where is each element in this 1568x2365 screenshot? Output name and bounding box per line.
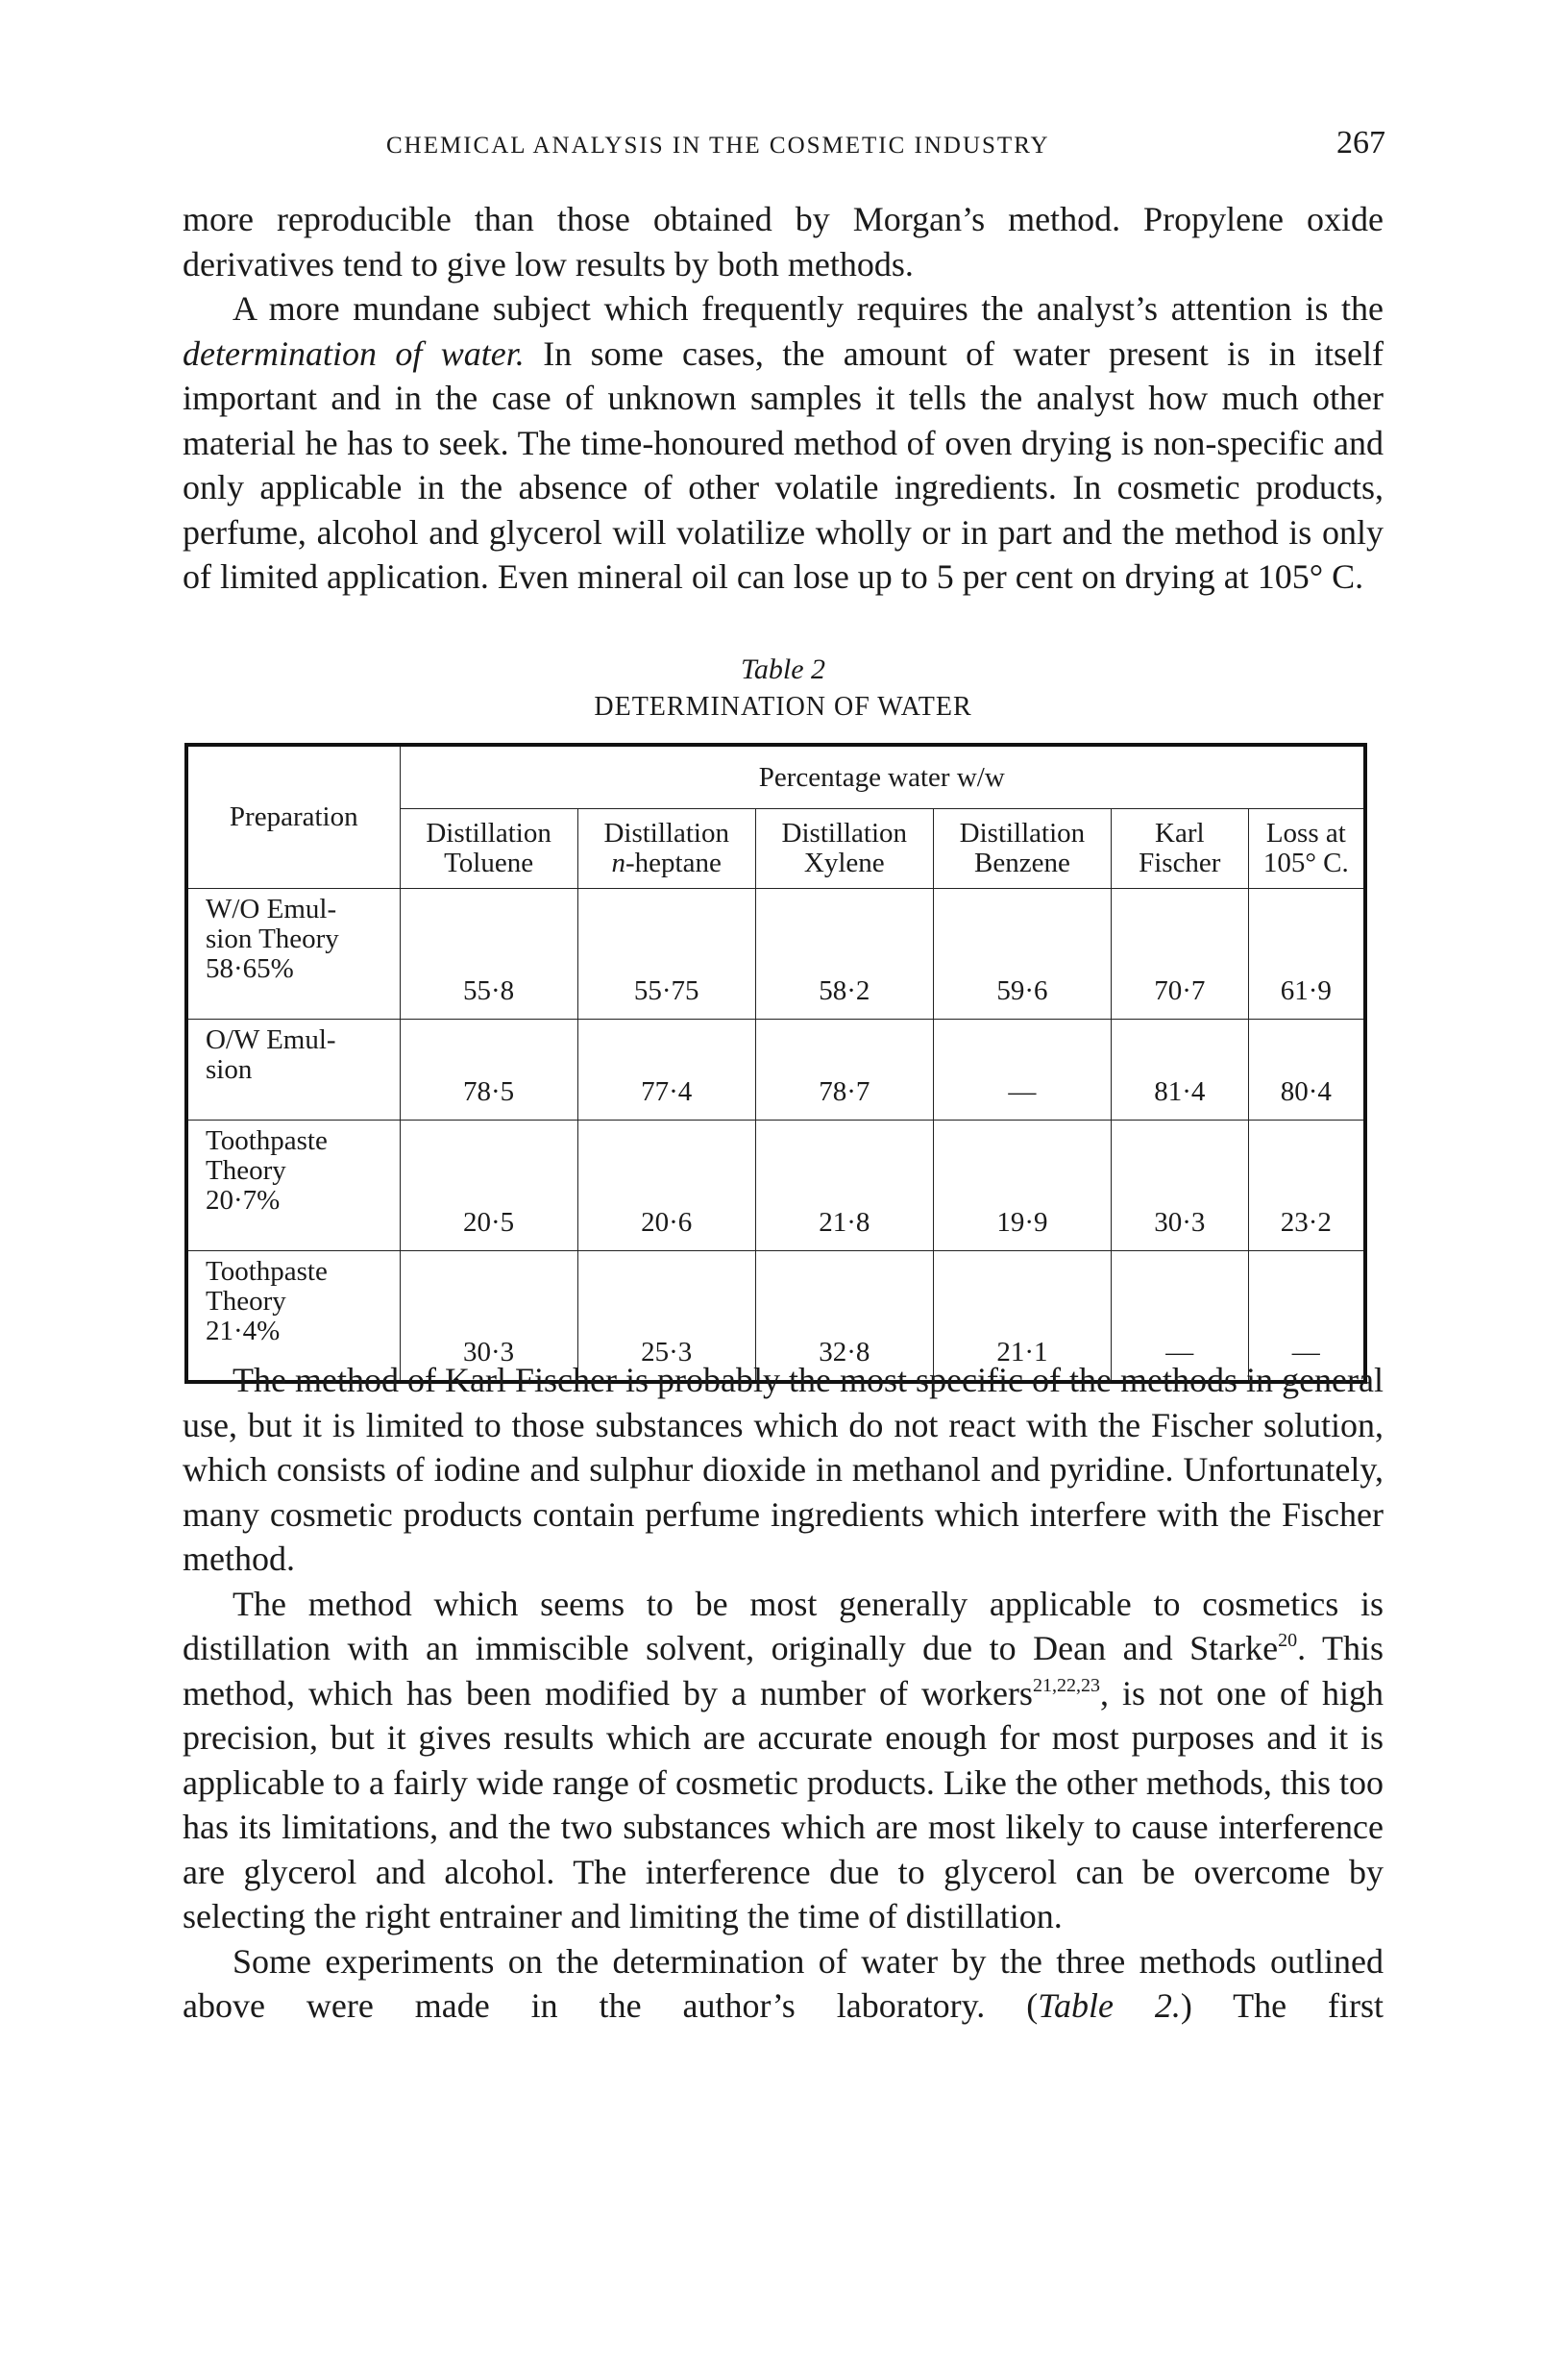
table-cell: 20·6 <box>577 1121 755 1251</box>
table-cell: 21·8 <box>755 1121 933 1251</box>
water-determination-table <box>184 743 1367 1384</box>
paragraph-5: Some experiments on the determination of water by the three methods outlined above were made in the author’s laboratory. (Table 2.) The first <box>183 1941 1384 2025</box>
paragraph-1: more reproducible than those obtained by Morgan’s method. Propylene oxide derivatives tend to give low results by both methods. <box>183 200 1384 283</box>
intro-text <box>183 197 1384 600</box>
table-cell: 70·7 <box>1111 889 1248 1020</box>
table-cell: 30·3 <box>1111 1121 1248 1251</box>
table-cell: 81·4 <box>1111 1020 1248 1121</box>
table-reference: Table 2. <box>1038 1986 1181 2025</box>
table-cell: 78·7 <box>755 1020 933 1121</box>
row-label: O/W Emul- sion <box>186 1020 400 1121</box>
running-header <box>184 121 1385 169</box>
table-cell: — <box>1111 1251 1248 1383</box>
table-title: DETERMINATION OF WATER <box>594 692 972 722</box>
table-cell: 25·3 <box>577 1251 755 1383</box>
table-cell: 59·6 <box>933 889 1111 1020</box>
running-title: CHEMICAL ANALYSIS IN THE COSMETIC INDUSTRY <box>386 133 1050 159</box>
preparation-header: Preparation <box>186 745 400 889</box>
table-cell: 21·1 <box>933 1251 1111 1383</box>
table-cell: 55·75 <box>577 889 755 1020</box>
table-cell: 19·9 <box>933 1121 1111 1251</box>
table-cell: 78·5 <box>400 1020 577 1121</box>
table-cell: — <box>1248 1251 1365 1383</box>
table-row <box>186 1121 1365 1251</box>
emphasis-determination-of-water: determination of water. <box>183 333 525 373</box>
table-row <box>186 889 1365 1020</box>
column-header: Distillation Benzene <box>933 809 1111 889</box>
percentage-water-header: Percentage water w/w <box>400 745 1365 809</box>
column-header: Loss at 105° C. <box>1248 809 1365 889</box>
reference-superscript: 20 <box>1278 1630 1298 1651</box>
table-cell: 77·4 <box>577 1020 755 1121</box>
row-label: Toothpaste Theory 20·7% <box>186 1121 400 1251</box>
paragraph-2: A more mundane subject which frequently requires the analyst’s attention is the determination of water. In some cases, the amount of water present is in itself important and in the case of unknown samples it tells the analyst how much other material he has to seek. The time-honoured method of oven drying is non-specific and only applicable in the absence of other volatile ingredients. In cosmetic products, perfume, alcohol and glycerol will volatilize wholly or in part and the method is only of limited application. Even mineral oil can lose up to 5 per cent on drying at 105° C. <box>183 289 1384 596</box>
column-header: Karl Fischer <box>1111 809 1248 889</box>
table-cell: 80·4 <box>1248 1020 1365 1121</box>
table-caption <box>183 653 1384 723</box>
table-cell: 55·8 <box>400 889 577 1020</box>
column-header: Distillation Toluene <box>400 809 577 889</box>
table-row <box>186 1020 1365 1121</box>
paragraph-3: The method of Karl Fischer is probably the most specific of the methods in general use, but it is limited to those substances which do not react with the Fischer solution, which consists of iodine and sulphur dioxide in methanol and pyridine. Unfortunately, many cosmetic products contain perfume ingredients which interfere with the Fischer method. <box>183 1361 1384 1578</box>
row-label: Toothpaste Theory 21·4% <box>186 1251 400 1383</box>
column-header: Distillation Xylene <box>755 809 933 889</box>
table-cell: 58·2 <box>755 889 933 1020</box>
row-label: W/O Emul- sion Theory 58·65% <box>186 889 400 1020</box>
page-number: 267 <box>1336 125 1385 160</box>
table-cell: 32·8 <box>755 1251 933 1383</box>
table-cell: — <box>933 1020 1111 1121</box>
table-cell: 30·3 <box>400 1251 577 1383</box>
table-cell: 23·2 <box>1248 1121 1365 1251</box>
table-cell: 61·9 <box>1248 889 1365 1020</box>
column-header: Distillation n-heptane <box>577 809 755 889</box>
table-label: Table 2 <box>740 653 826 685</box>
paragraph-4: The method which seems to be most generally applicable to cosmetics is distillation with an immiscible solvent, originally due to Dean and Starke$^{20}$. This method, which has been modified by a number of workers$^{21,22,23}$, is not one of high precision, but it gives results which are accurate enough for most purposes and it is applicable to a fairly wide range of cosmetic products. Like the other methods, this too has its limitations, and the two substances which are most likely to cause interference are glycerol and alcohol. The interference due to glycerol can be overcome by selecting the right entrainer and limiting the time of distillation. <box>183 1584 1384 1935</box>
body-text <box>183 1358 1384 2029</box>
reference-superscript: 21,22,23 <box>1032 1674 1100 1696</box>
table-cell: 20·5 <box>400 1121 577 1251</box>
